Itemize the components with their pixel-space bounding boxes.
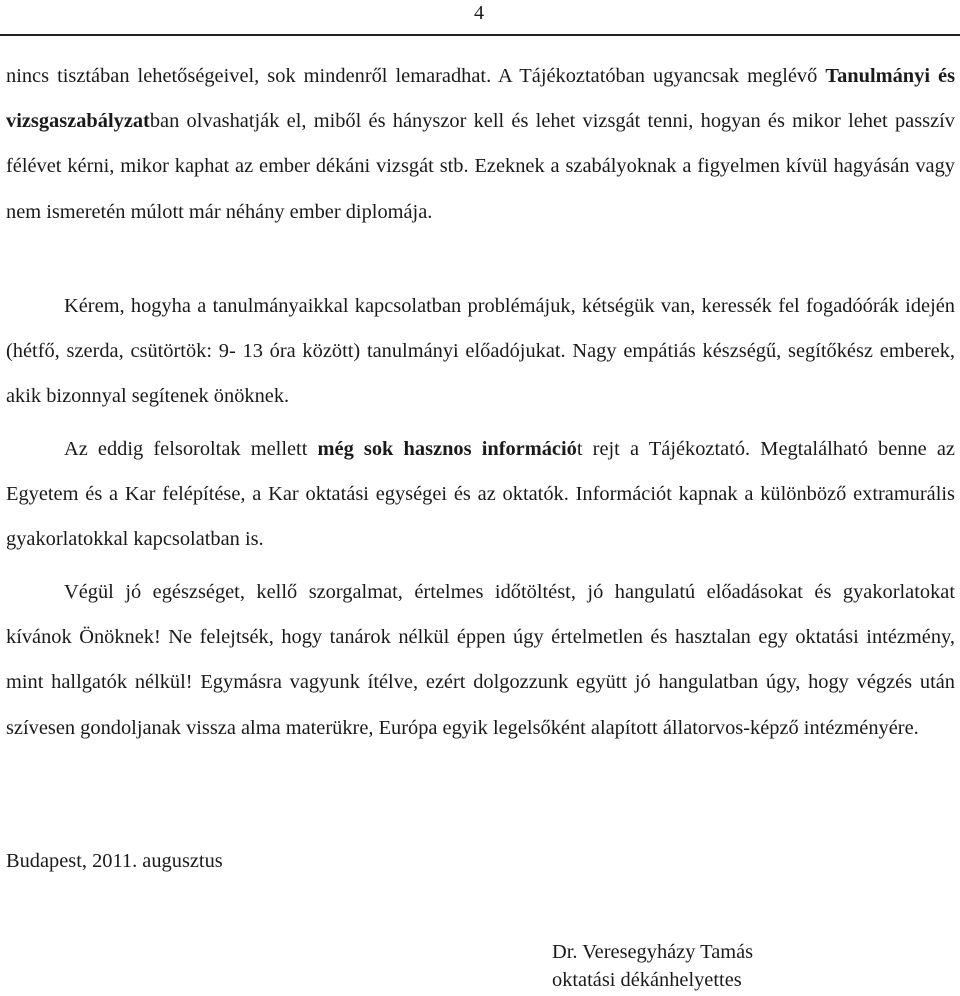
paragraph-text: Az eddig felsoroltak mellett: [64, 438, 318, 460]
signer-name: Dr. Veresegyházy Tamás: [552, 941, 754, 963]
signer-title: oktatási dékánhelyettes: [552, 969, 742, 991]
signature-block: [552, 938, 753, 994]
page-number: 4: [474, 2, 484, 24]
paragraph-consultation: Kérem, hogyha a tanulmányaikkal kapcsolatban problémájuk, kétségük van, keressék fel fogadóórák idején (hétfő, szerda, csütörtök: 9- 13 óra között) tanulmányi előadójukat. Nagy empátiás készségű, segítőkész emberek, akik bizonnyal segítenek önöknek.: [6, 295, 955, 408]
paragraph-closing-wishes: Végül jó egészséget, kellő szorgalmat, értelmes időtöltést, jó hangulatú előadásokat és gyakorlatokat kívánok Önöknek! Ne felejtsék, hogy tanárok nélkül éppen úgy értelmetlen és hasztalan egy oktatási intézmény, mint hallgatók nélkül! Egymásra vagyunk ítélve, ezért dolgozzunk együtt jó hangulatban úgy, hogy végzés után szívesen gondoljanak vissza alma materükre, Európa egyik legelsőként alapított állatorvos-képző intézményére.: [6, 581, 955, 739]
paragraph-regulations: [6, 54, 955, 235]
place-date: Budapest, 2011. augusztus: [6, 850, 223, 872]
paragraph-text: t rejt a Tájékoztató. Megtalálható benne az Egyetem és a Kar felépítése, a Kar oktatási egységei és az oktatók. Információt kapnak a különböző extramurális gyakorlatokkal kapcsolatban is.: [6, 438, 955, 551]
paragraph-information: [6, 427, 955, 563]
paragraph-text: ban olvashatják el, miből és hányszor kell és lehet vizsgát tenni, hogyan és mikor lehet passzív félévet kérni, mikor kaphat az ember dékáni vizsgát stb. Ezeknek a szabályoknak a figyelmen kívül hagyásán vagy nem ismeretén múlott már néhány ember diplomája.: [6, 110, 955, 223]
regulation-title: Tanulmányi és vizsgaszabályzat: [6, 65, 956, 133]
emphasis-text: még sok hasznos információ: [317, 438, 577, 460]
paragraph-text: nincs tisztában lehetőségeivel, sok mindenről lemaradhat. A Tájékoztatóban ugyancsak meglévő: [6, 65, 826, 87]
header-divider: [0, 34, 960, 36]
